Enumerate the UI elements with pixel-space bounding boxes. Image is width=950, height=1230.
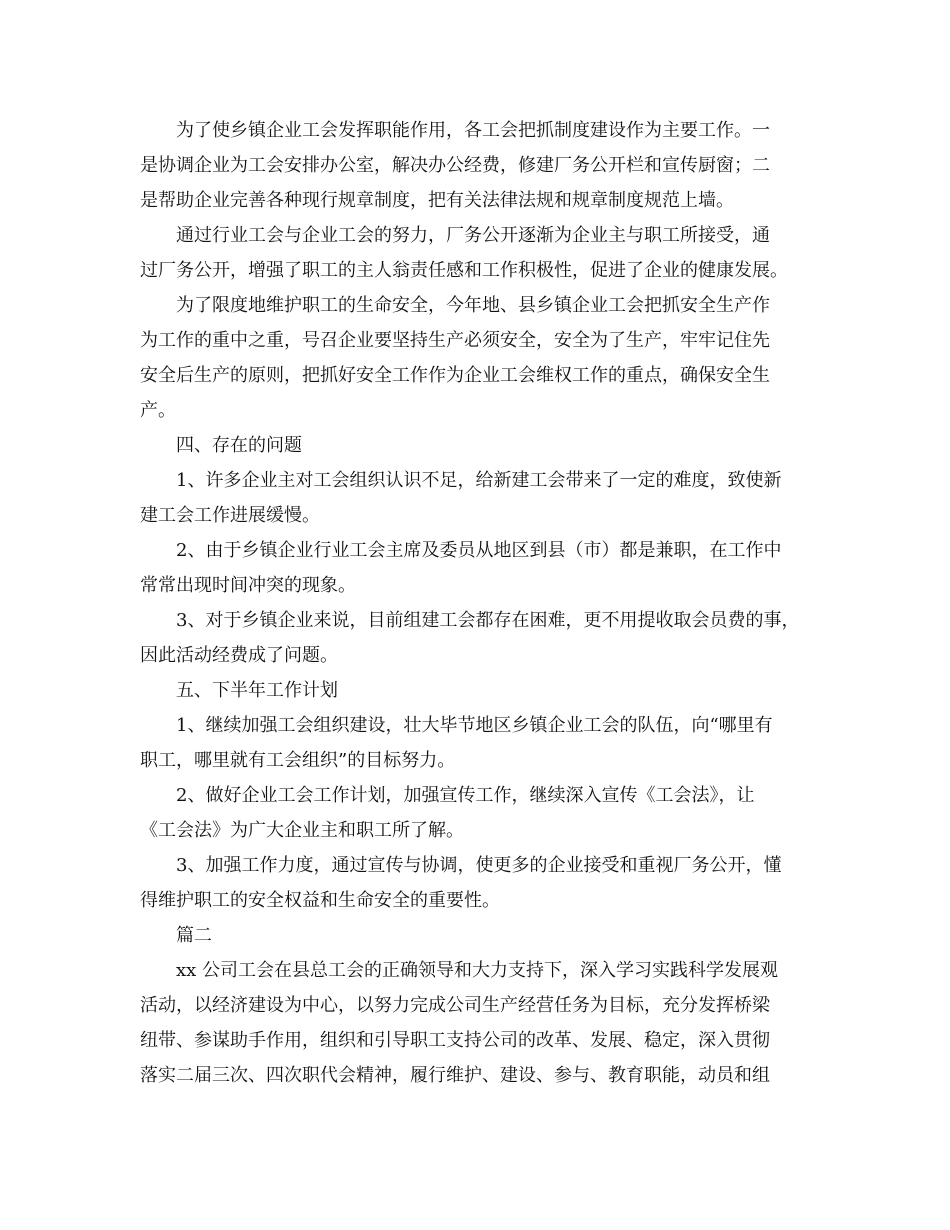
text-line: 职工，哪里就有工会组织”的目标努力。 [140, 750, 456, 771]
text-line: 《工会法》为广大企业主和职工所了解。 [140, 820, 464, 841]
text-line: 是帮助企业完善各种现行规章制度，把有关法律法规和规章制度规范上墙。 [140, 190, 734, 211]
section-heading: 四、存在的问题 [176, 435, 302, 456]
text-line: 为工作的重中之重，号召企业要坚持生产必须安全，安全为了生产，牢牢记住先 [140, 330, 770, 351]
document-body [140, 113, 820, 1093]
text-line: 得维护职工的安全权益和生命安全的重要性。 [140, 890, 500, 911]
text-line: 1、许多企业主对工会组织认识不足，给新建工会带来了一定的难度，致使新 [176, 470, 782, 491]
text-line: 3、加强工作力度，通过宣传与协调，使更多的企业接受和重视厂务公开，懂 [176, 855, 782, 876]
text-line: 为了限度地维护职工的生命安全，今年地、县乡镇企业工会把抓安全生产作 [176, 295, 770, 316]
text-line: 纽带、参谋助手作用，组织和引导职工支持公司的改革、发展、稳定，深入贯彻 [140, 1030, 770, 1051]
section-heading: 五、下半年工作计划 [176, 680, 338, 701]
text-line: 过厂务公开，增强了职工的主人翁责任感和工作积极性，促进了企业的健康发展。 [140, 260, 788, 281]
text-line: 活动，以经济建设为中心，以努力完成公司生产经营任务为目标，充分发挥桥梁 [140, 995, 770, 1016]
text-line: 为了使乡镇企业工会发挥职能作用，各工会把抓制度建设作为主要工作。一 [176, 120, 770, 141]
text-line: 因此活动经费成了问题。 [140, 645, 338, 666]
text-line: 2、做好企业工会工作计划，加强宣传工作，继续深入宣传《工会法》，让 [176, 785, 755, 806]
text-line: 3、对于乡镇企业来说，目前组建工会都存在困难，更不用提收取会员费的事， [176, 610, 800, 631]
text-line: 落实二届三次、四次职代会精神，履行维护、建设、参与、教育职能，动员和组 [140, 1065, 770, 1086]
text-line: 产。 [140, 400, 176, 421]
section-heading: 篇二 [176, 925, 212, 946]
text-line: 安全后生产的原则，把抓好安全工作作为企业工会维权工作的重点，确保安全生 [140, 365, 770, 386]
text-line: 常常出现时间冲突的现象。 [140, 575, 356, 596]
text-line: 通过行业工会与企业工会的努力，厂务公开逐渐为企业主与职工所接受，通 [176, 225, 770, 246]
text-line: 是协调企业为工会安排办公室，解决办公经费，修建厂务公开栏和宣传厨窗；二 [140, 155, 770, 176]
text-line: 建工会工作进展缓慢。 [140, 505, 320, 526]
text-line: 1、继续加强工会组织建设，壮大毕节地区乡镇企业工会的队伍，向“哪里有 [176, 715, 773, 736]
text-line: 2、由于乡镇企业行业工会主席及委员从地区到县（市）都是兼职，在工作中 [176, 540, 782, 561]
text-line: xx 公司工会在县总工会的正确领导和大力支持下，深入学习实践科学发展观 [176, 960, 779, 981]
